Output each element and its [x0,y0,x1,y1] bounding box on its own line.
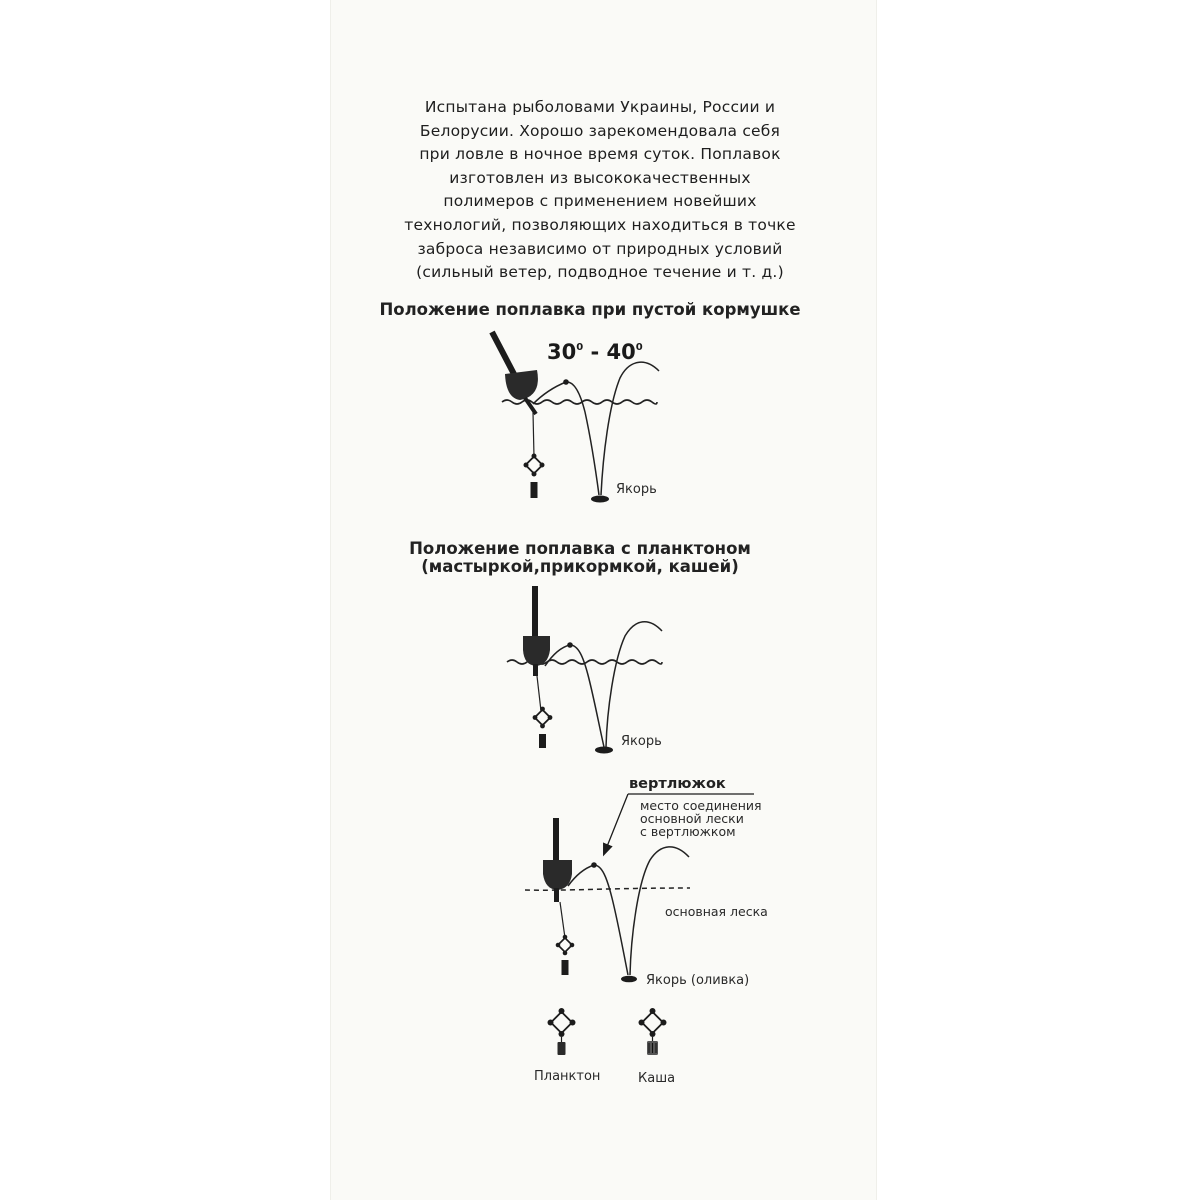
main-line-label: основная леска [665,904,768,919]
float-upright [543,818,572,902]
heading-plankton-line2: (мастыркой,прикормкой, кашей) [421,557,739,576]
degree-sign: 0 [635,342,643,353]
intro-line: полимеров с применением новейших [443,192,757,211]
intro-line: Испытана рыболовами Украины, России и [424,98,776,116]
bait-plankton-rig [548,1008,576,1055]
heading-empty-feeder: Положение поплавка при пустой кормушке [379,300,801,319]
pointer-line [604,794,628,854]
anchor-weight [595,747,613,754]
anchor-olive-label: Якорь (оливка) [646,973,750,988]
main-line [533,382,599,495]
anchor-label-1: Якорь [616,482,657,497]
diagram-empty-feeder [492,332,659,503]
intro-line: при ловле в ночное время суток. Поплавок [419,145,781,164]
hook-rig [533,676,553,748]
swivel-dot [591,862,597,868]
swivel-dot [563,379,569,385]
swivel-note-line: основной лески [640,811,744,826]
cast-line [630,847,689,975]
intro-line: заброса независимо от природных условий [417,239,783,258]
intro-line: изготовлен из высококачественных [449,168,751,187]
swivel-note-line: с вертлюжком [640,824,736,839]
anchor-weight [621,976,637,983]
diagram-swivel [525,794,754,982]
intro-line: технологий, позволяющих находиться в точке [404,215,796,234]
anchor-label-2: Якорь [621,734,662,749]
swivel-note-line: место соединения [640,798,762,813]
plankton-label: Планктон [534,1069,601,1084]
intro-line: Белорусии. Хорошо зарекомендовала себя [419,121,781,140]
porridge-label: Каша [638,1071,676,1086]
heading-plankton-line1: Положение поплавка с планктоном [409,539,751,558]
degree-sign: 0 [576,342,584,353]
hook-rig [524,412,545,498]
angle-to: 40 [606,340,636,364]
swivel-title: вертлюжок [629,776,726,792]
swivel-dot [567,642,573,648]
main-line [568,865,628,975]
water-surface-dashed [525,888,690,890]
intro-line: (сильный ветер, подводное течение и т. д.) [416,263,784,282]
cast-line [601,362,659,495]
angle-dash: - [583,340,607,364]
angle-from: 30 [547,340,577,364]
bait-porridge-rig [639,1008,667,1055]
cast-line [606,622,662,747]
hook-rig [556,902,575,975]
diagram-plankton [507,586,662,754]
anchor-weight [591,496,609,503]
